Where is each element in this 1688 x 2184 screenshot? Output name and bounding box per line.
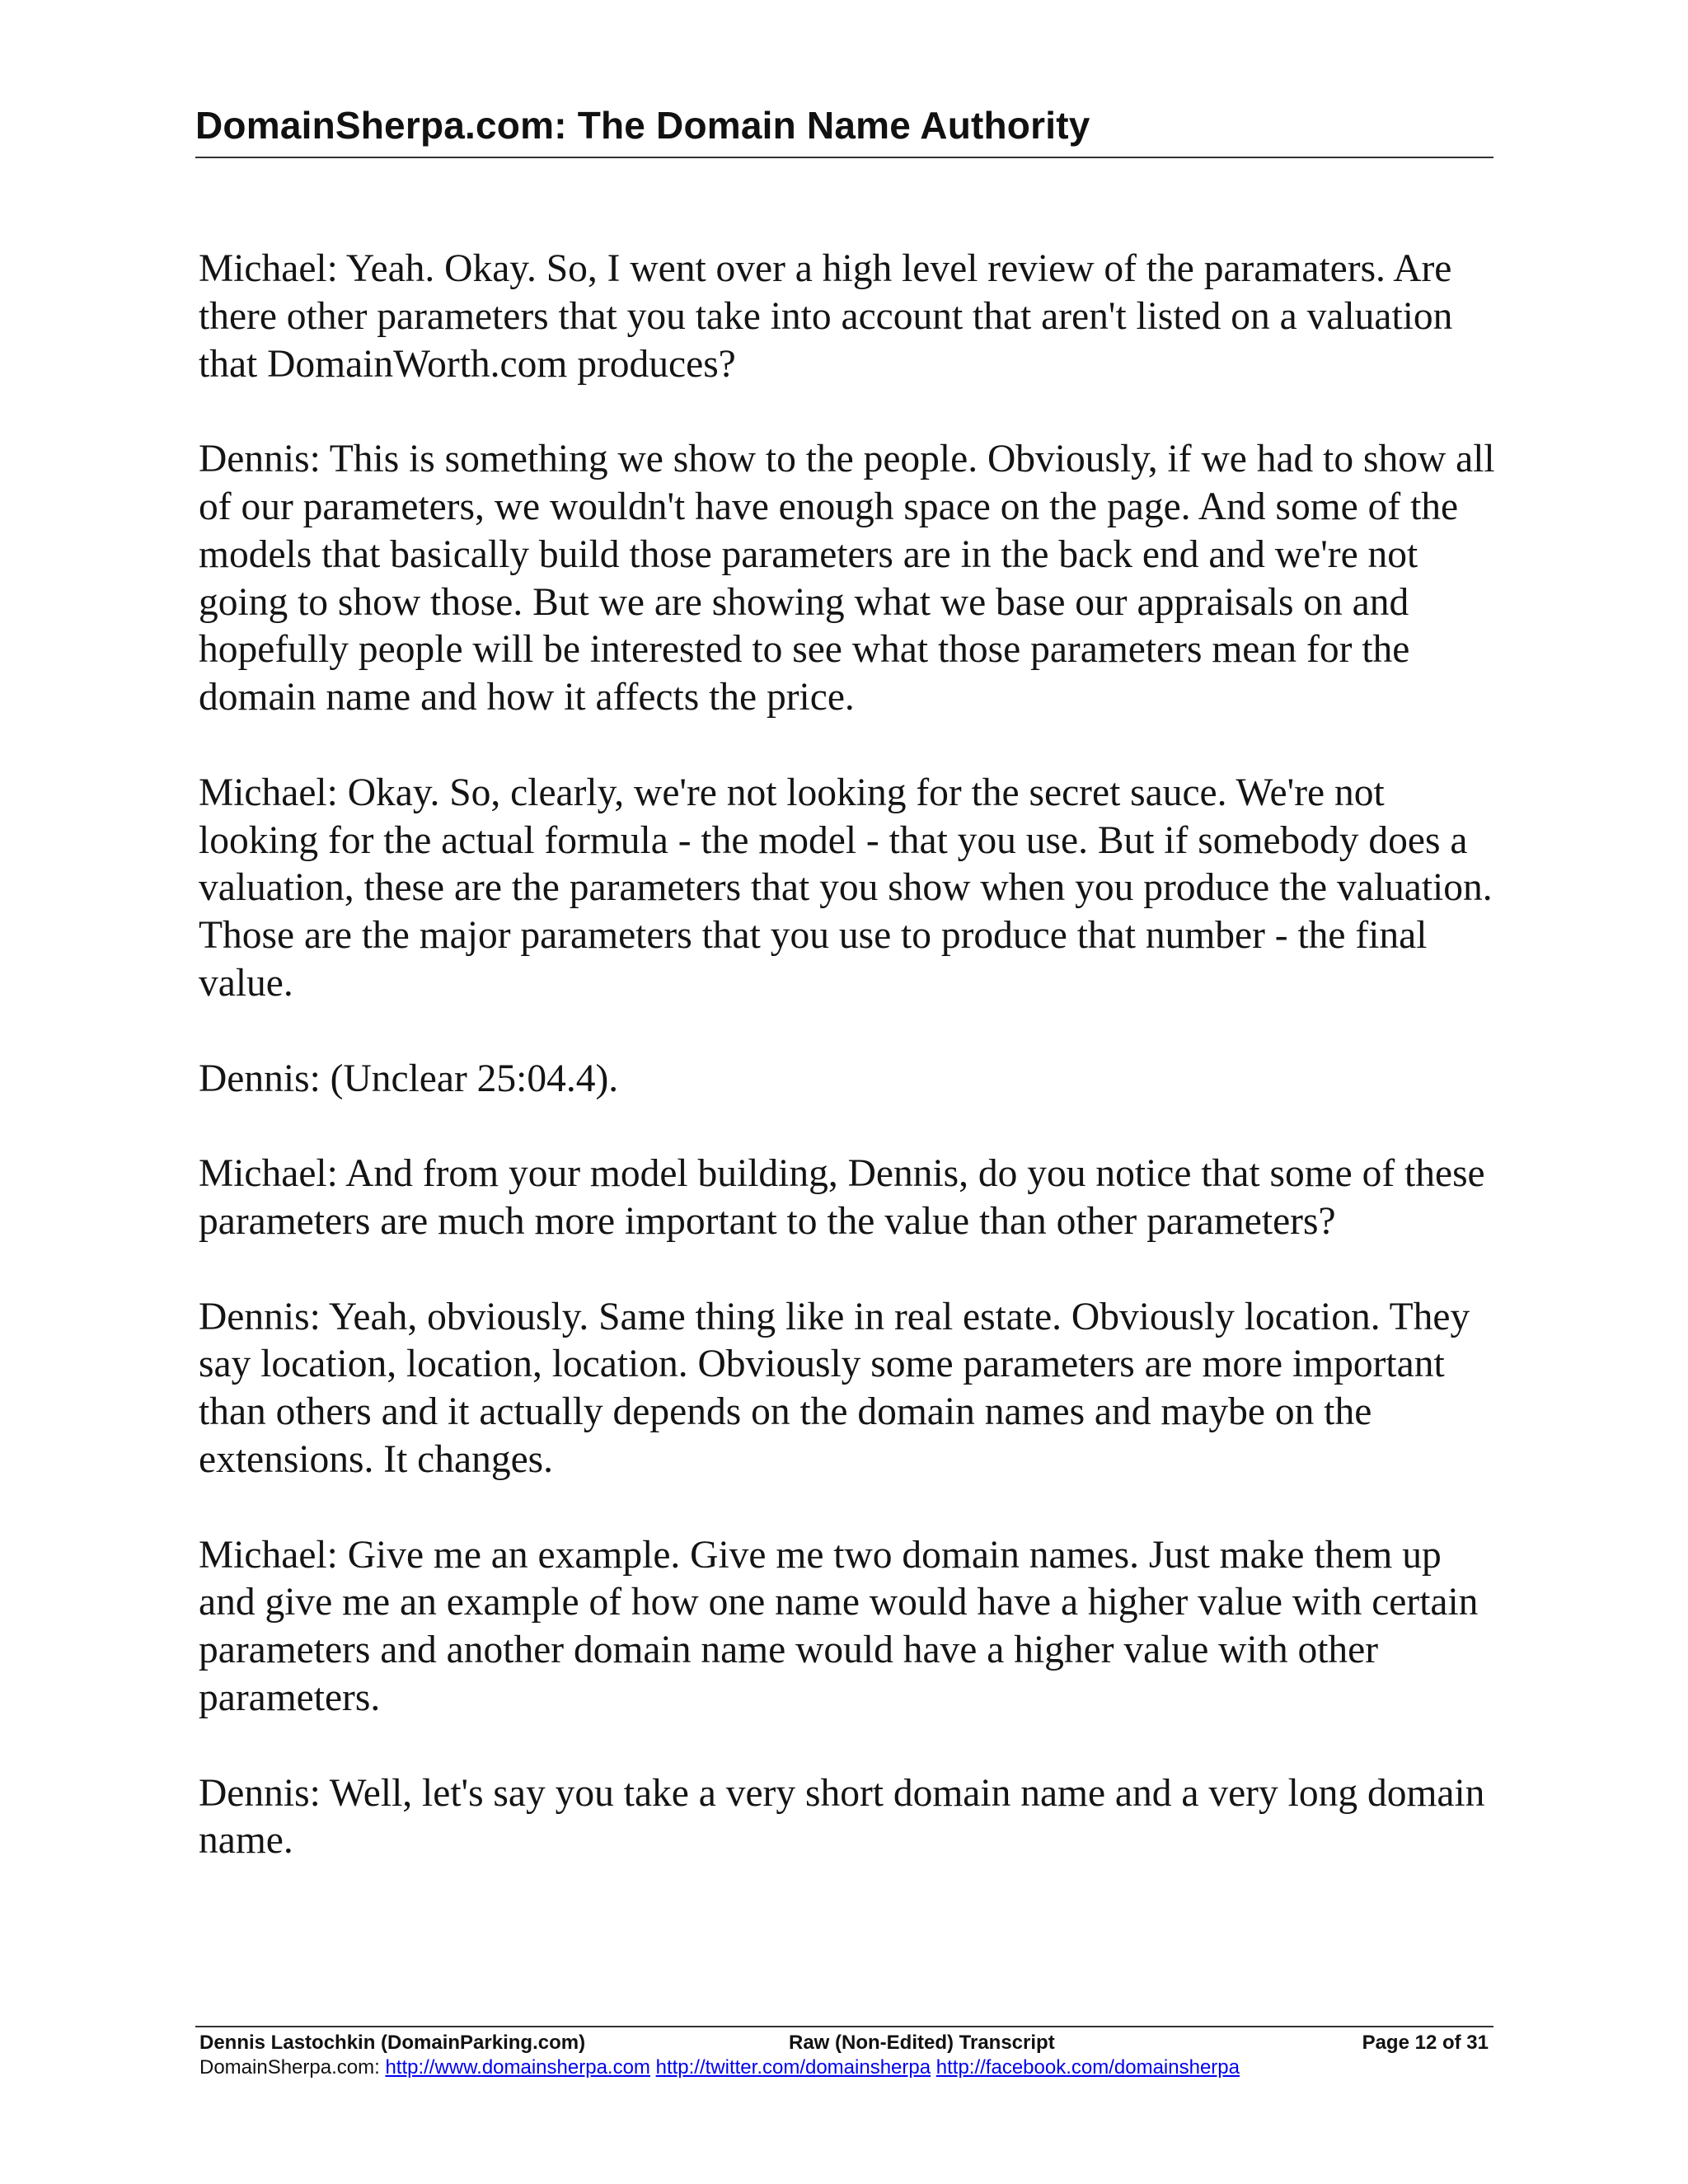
transcript-paragraph: Dennis: Well, let's say you take a very short domain name and a very long domain name. <box>199 1771 1485 1863</box>
footer-page-number: Page 12 of 31 <box>1362 2032 1489 2054</box>
page-header <box>195 99 1493 158</box>
footer-link-twitter[interactable]: http://twitter.com/domainsherpa <box>655 2056 931 2079</box>
transcript-paragraph: Dennis: Yeah, obviously. Same thing like in real estate. Obviously location. They say location, location, location. Obviously some parameters are more important than others and it actually depends on the domain names and maybe on the extensions. It changes. <box>199 1295 1470 1481</box>
footer-info-row <box>195 2031 1493 2055</box>
transcript-paragraph: Michael: And from your model building, Dennis, do you notice that some of these parameters are much more important to the value than other parameters? <box>199 1152 1485 1243</box>
footer-guest: Dennis Lastochkin (DomainParking.com) <box>199 2032 586 2054</box>
page-footer <box>195 2026 1493 2080</box>
transcript-paragraph: Dennis: (Unclear 25:04.4). <box>199 1057 619 1100</box>
footer-links-row <box>195 2055 1493 2080</box>
transcript-paragraph: Michael: Okay. So, clearly, we're not looking for the secret sauce. We're not looking for the actual formula - the model - that you use. But if somebody does a valuation, these are the parameters that you show when you produce the valuation. Those are the major parameters that you use to produce that number - the final value. <box>199 771 1493 1005</box>
transcript-paragraph: Dennis: This is something we show to the people. Obviously, if we had to show all of our parameters, we wouldn't have enough space on the page. And some of the models that basically build those parameters are in the back end and we're not going to show those. But we are showing what we base our appraisals on and hopefully people will be interested to see what those parameters mean for the domain name and how it affects the price. <box>199 438 1495 719</box>
transcript-body <box>199 246 1501 1913</box>
footer-site-label: DomainSherpa.com: <box>199 2056 380 2079</box>
transcript-paragraph: Michael: Give me an example. Give me two domain names. Just make them up and give me an example of how one name would have a higher value with certain parameters and another domain name would have a higher value with other parameters. <box>199 1533 1479 1719</box>
header-title: DomainSherpa.com: The Domain Name Authority <box>195 104 1090 147</box>
footer-link-website[interactable]: http://www.domainsherpa.com <box>385 2056 650 2079</box>
footer-transcript-type: Raw (Non-Edited) Transcript <box>789 2032 1055 2054</box>
footer-link-facebook[interactable]: http://facebook.com/domainsherpa <box>935 2056 1240 2079</box>
transcript-paragraph: Michael: Yeah. Okay. So, I went over a high level review of the paramaters. Are there other parameters that you take into account that aren't listed on a valuation that DomainWorth.com produces? <box>199 247 1453 386</box>
